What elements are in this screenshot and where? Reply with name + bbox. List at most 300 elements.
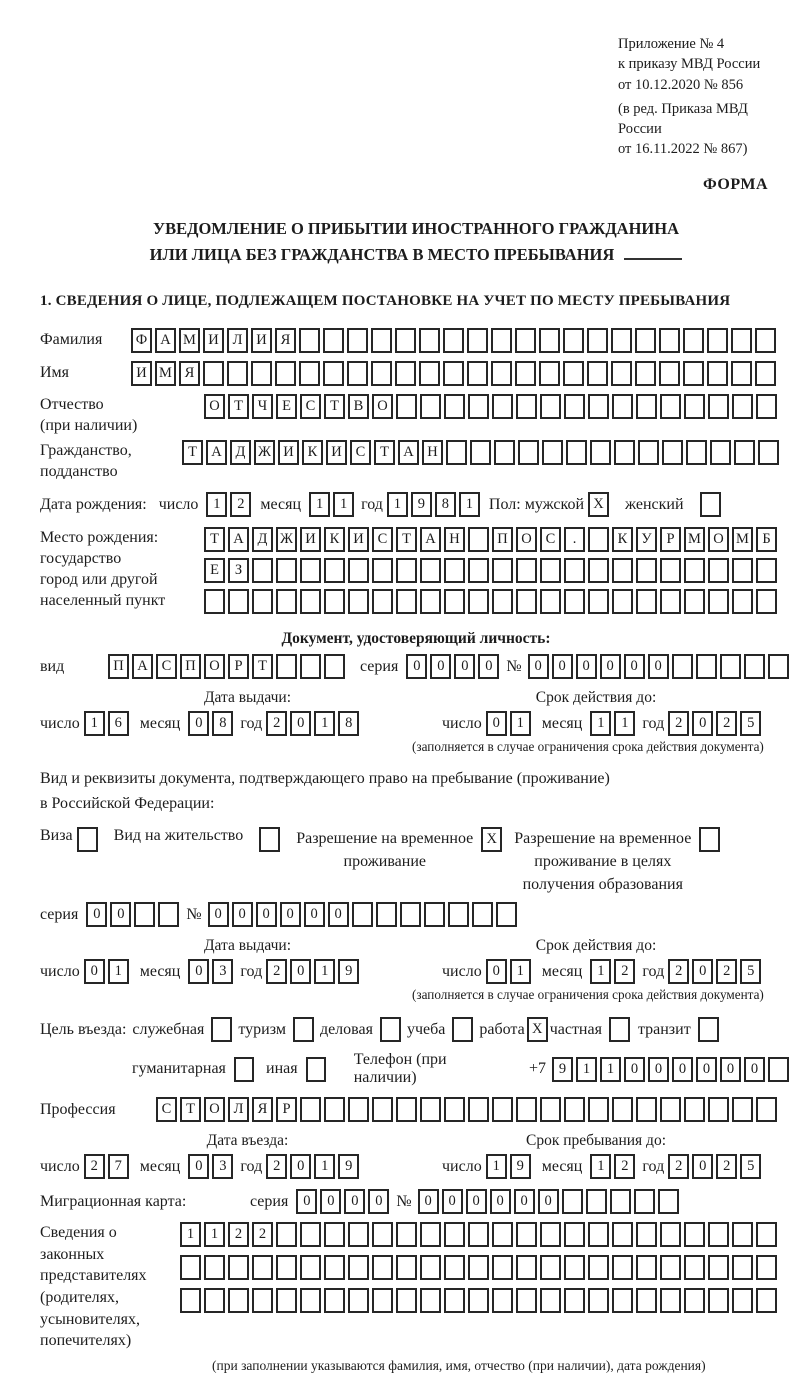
char-box: 0 (648, 1057, 669, 1082)
purpose-label: Цель въезда: (40, 1020, 127, 1038)
char-box: Р (228, 654, 249, 679)
birthplace-boxes-row2 (204, 558, 780, 583)
patronymic-boxes (204, 394, 780, 419)
char-box (564, 558, 585, 583)
char-box (276, 1222, 297, 1247)
purpose-row1 (40, 1017, 792, 1042)
char-box (396, 1288, 417, 1313)
char-box: 1 (314, 959, 335, 984)
purpose-opt-tourism-checkbox (293, 1017, 314, 1042)
char-box (588, 394, 609, 419)
char-box (420, 589, 441, 614)
char-box (612, 558, 633, 583)
expiry-year-boxes (668, 711, 764, 736)
char-box: 3 (212, 959, 233, 984)
char-box (588, 527, 609, 552)
char-box (444, 558, 465, 583)
char-box (590, 440, 611, 465)
char-box (468, 1097, 489, 1122)
char-box (324, 1222, 345, 1247)
char-box (756, 589, 777, 614)
char-box (708, 589, 729, 614)
char-box: Т (324, 394, 345, 419)
char-box (468, 527, 489, 552)
char-box: 0 (368, 1189, 389, 1214)
entry-dates-row (40, 1154, 792, 1179)
char-box (586, 1189, 607, 1214)
header-line: Приложение № 4 (618, 36, 725, 52)
char-box (768, 1057, 789, 1082)
char-box (683, 328, 704, 353)
char-box (299, 361, 320, 386)
birthdate-year-label: год (361, 495, 383, 513)
char-box (542, 440, 563, 465)
char-box (347, 361, 368, 386)
char-box (324, 1097, 345, 1122)
char-box (491, 328, 512, 353)
stay-day-boxes (486, 1154, 534, 1179)
header-line: (в ред. Приказа МВД России (618, 100, 748, 138)
char-box: С (350, 440, 371, 465)
char-box (540, 558, 561, 583)
char-box (564, 1097, 585, 1122)
char-box (696, 654, 717, 679)
migration-card-row (40, 1189, 792, 1214)
char-box: А (228, 527, 249, 552)
issue-month-boxes (188, 959, 236, 984)
char-box (707, 328, 728, 353)
char-box: 2 (668, 1154, 689, 1179)
char-box: 2 (668, 711, 689, 736)
char-box (396, 1255, 417, 1280)
char-box: Я (252, 1097, 273, 1122)
purpose-row2 (40, 1051, 792, 1087)
stay-doc-series-boxes (86, 902, 182, 927)
char-box (227, 361, 248, 386)
char-box (708, 558, 729, 583)
char-box: К (324, 527, 345, 552)
char-box (588, 1255, 609, 1280)
char-box (564, 1288, 585, 1313)
char-box (708, 394, 729, 419)
char-box: 0 (538, 1189, 559, 1214)
migration-card-number-boxes (418, 1189, 682, 1214)
char-box: 7 (108, 1154, 129, 1179)
char-box (158, 902, 179, 927)
char-box: 8 (212, 711, 233, 736)
identity-doc-kind-label: вид (40, 657, 65, 675)
expiry-month-boxes (590, 959, 638, 984)
char-box (252, 558, 273, 583)
char-box: 1 (309, 492, 330, 517)
char-box: И (251, 328, 272, 353)
char-box: 5 (740, 959, 761, 984)
stay-doc-type-row (40, 827, 792, 897)
char-box: И (300, 527, 321, 552)
char-box: Т (228, 394, 249, 419)
expiry-day-boxes (486, 711, 534, 736)
char-box: О (516, 527, 537, 552)
entry-month-boxes (188, 1154, 236, 1179)
sex-label: Пол: (488, 495, 521, 513)
purpose-opt-private-label: частная (549, 1020, 602, 1038)
char-box (494, 440, 515, 465)
char-box: Т (396, 527, 417, 552)
visa-label: Виза (40, 826, 73, 844)
char-box (540, 589, 561, 614)
char-box: 0 (296, 1189, 317, 1214)
char-box: 5 (740, 1154, 761, 1179)
char-box (492, 1255, 513, 1280)
form-title-line1: УВЕДОМЛЕНИЕ О ПРИБЫТИИ ИНОСТРАННОГО ГРАЖДАНИНА (152, 218, 680, 238)
entry-date-heading: Дата въезда: (206, 1132, 289, 1150)
migration-card-series-boxes (296, 1189, 392, 1214)
char-box: Ч (252, 394, 273, 419)
char-box (276, 589, 297, 614)
char-box (515, 361, 536, 386)
char-box: 0 (576, 654, 597, 679)
purpose-opt-other-label: иная (266, 1060, 298, 1078)
char-box (419, 361, 440, 386)
char-box (300, 654, 321, 679)
char-box (756, 1222, 777, 1247)
char-box: 1 (614, 711, 635, 736)
char-box: И (131, 361, 152, 386)
char-box: 2 (716, 1154, 737, 1179)
char-box (720, 654, 741, 679)
char-box (611, 328, 632, 353)
char-box (755, 361, 776, 386)
char-box: И (326, 440, 347, 465)
purpose-opt-other-checkbox (306, 1057, 326, 1082)
char-box: 0 (430, 654, 451, 679)
firstname-label: Имя (40, 364, 70, 382)
char-box (468, 1222, 489, 1247)
char-box (352, 902, 373, 927)
stay-doc-dates-row (40, 959, 792, 984)
stay-doc-number-label: № (186, 905, 202, 923)
representatives-boxrows (180, 1222, 792, 1319)
char-box (563, 361, 584, 386)
sex-male-checkbox: X (588, 492, 609, 517)
stay-doc-expiry-group: число 0 1 месяц 1 2 год 2 0 2 5 (400, 959, 764, 984)
residence-option (114, 827, 281, 852)
birthplace-boxrows (204, 527, 792, 620)
char-box: Т (252, 654, 273, 679)
char-box: 5 (740, 711, 761, 736)
char-box (371, 361, 392, 386)
char-box (658, 1189, 679, 1214)
phone-boxes (552, 1057, 792, 1082)
char-box (228, 1288, 249, 1313)
char-box (732, 589, 753, 614)
char-box: Т (180, 1097, 201, 1122)
char-box (660, 394, 681, 419)
char-box: Т (204, 527, 225, 552)
char-box (372, 589, 393, 614)
char-box: Л (227, 328, 248, 353)
char-box (492, 1097, 513, 1122)
birthdate-month-label: месяц (260, 495, 302, 513)
char-box (540, 1097, 561, 1122)
char-box: А (132, 654, 153, 679)
purpose-opt-business-label: служебная (132, 1020, 205, 1038)
char-box (732, 1097, 753, 1122)
char-box: А (420, 527, 441, 552)
char-box: 3 (212, 1154, 233, 1179)
char-box (276, 558, 297, 583)
identity-doc-kind-boxes (108, 654, 348, 679)
form-title-line2: ИЛИ ЛИЦА БЕЗ ГРАЖДАНСТВА В МЕСТО ПРЕБЫВАНИЯ (40, 242, 792, 268)
firstname-row (40, 361, 792, 386)
char-box (636, 558, 657, 583)
char-box: Р (660, 527, 681, 552)
char-box (468, 394, 489, 419)
char-box (612, 394, 633, 419)
phone-prefix: +7 (528, 1060, 546, 1078)
purpose-opt-business-checkbox (211, 1017, 232, 1042)
expiry-day-boxes (486, 959, 534, 984)
char-box (662, 440, 683, 465)
char-box (636, 1222, 657, 1247)
issue-month-boxes (188, 711, 236, 736)
issue-day-boxes (84, 711, 132, 736)
char-box: 9 (338, 1154, 359, 1179)
char-box: 9 (411, 492, 432, 517)
char-box (731, 328, 752, 353)
char-box (758, 440, 779, 465)
char-box (372, 1255, 393, 1280)
char-box: . (564, 527, 585, 552)
char-box (684, 589, 705, 614)
char-box (372, 1097, 393, 1122)
issue-year-boxes (266, 711, 362, 736)
char-box: С (156, 654, 177, 679)
stay-doc-expiry-heading: Срок действия до: (535, 937, 657, 955)
char-box (516, 394, 537, 419)
char-box (396, 394, 417, 419)
char-box (251, 361, 272, 386)
char-box: Л (228, 1097, 249, 1122)
char-box (300, 1222, 321, 1247)
surname-boxes (131, 328, 779, 353)
char-box: 1 (204, 1222, 225, 1247)
purpose-opt-transit-checkbox (698, 1017, 719, 1042)
char-box: 1 (486, 1154, 507, 1179)
char-box (516, 1097, 537, 1122)
char-box (660, 1288, 681, 1313)
char-box: 0 (256, 902, 277, 927)
char-box (424, 902, 445, 927)
char-box (376, 902, 397, 927)
char-box (396, 1222, 417, 1247)
char-box (732, 1255, 753, 1280)
char-box (348, 1097, 369, 1122)
char-box (515, 328, 536, 353)
expiry-month-boxes (590, 711, 638, 736)
char-box (588, 558, 609, 583)
representatives-boxes-row2 (180, 1255, 780, 1280)
char-box: О (204, 1097, 225, 1122)
char-box (204, 589, 225, 614)
char-box: 2 (716, 711, 737, 736)
char-box (299, 328, 320, 353)
char-box: Ж (276, 527, 297, 552)
char-box (612, 1255, 633, 1280)
char-box (708, 1222, 729, 1247)
char-box (276, 654, 297, 679)
char-box: 0 (514, 1189, 535, 1214)
char-box: 0 (528, 654, 549, 679)
char-box (540, 1222, 561, 1247)
char-box (516, 589, 537, 614)
rvp-edu-checkbox (699, 827, 720, 852)
char-box (467, 361, 488, 386)
char-box: 2 (716, 959, 737, 984)
char-box (396, 589, 417, 614)
char-box (756, 1097, 777, 1122)
char-box (444, 1222, 465, 1247)
char-box: 0 (188, 1154, 209, 1179)
char-box: Я (179, 361, 200, 386)
firstname-boxes (131, 361, 779, 386)
char-box: 0 (86, 902, 107, 927)
char-box (324, 558, 345, 583)
char-box: 1 (590, 711, 611, 736)
header-line: к приказу МВД России (618, 56, 761, 73)
purpose-opt-commercial-checkbox (380, 1017, 401, 1042)
title-blank-underline (624, 244, 682, 260)
char-box (444, 1097, 465, 1122)
char-box: 1 (510, 711, 531, 736)
purpose-opt-commercial-label: деловая (319, 1020, 373, 1038)
identity-doc-issue-group: число 1 6 месяц 0 8 год 2 0 1 8 (40, 711, 400, 736)
birthdate-day-boxes (206, 492, 254, 517)
char-box (540, 1288, 561, 1313)
char-box: М (684, 527, 705, 552)
char-box (276, 1255, 297, 1280)
char-box (614, 440, 635, 465)
char-box (420, 1222, 441, 1247)
char-box (420, 1255, 441, 1280)
char-box: 0 (290, 1154, 311, 1179)
char-box (324, 654, 345, 679)
char-box (448, 902, 469, 927)
char-box (659, 361, 680, 386)
stay-year-boxes (668, 1154, 764, 1179)
char-box (755, 328, 776, 353)
residence-checkbox (259, 827, 280, 852)
char-box: 2 (266, 711, 287, 736)
purpose-opt-work-label: работа (479, 1020, 525, 1038)
char-box (348, 1288, 369, 1313)
char-box: И (278, 440, 299, 465)
char-box (707, 361, 728, 386)
char-box (492, 589, 513, 614)
char-box: 0 (692, 711, 713, 736)
char-box (588, 1097, 609, 1122)
char-box (612, 1097, 633, 1122)
char-box: О (204, 654, 225, 679)
citizenship-label: Гражданство, подданство (40, 441, 132, 480)
char-box (300, 1255, 321, 1280)
patronymic-row (40, 394, 792, 436)
char-box (396, 1097, 417, 1122)
char-box: Ж (254, 440, 275, 465)
section1-heading: 1. СВЕДЕНИЯ О ЛИЦЕ, ПОДЛЕЖАЩЕМ ПОСТАНОВКЕ НА УЧЕТ ПО МЕСТУ ПРЕБЫВАНИЯ (40, 292, 731, 309)
stay-doc-issue-group: число 0 1 месяц 0 3 год 2 0 1 9 (40, 959, 400, 984)
identity-doc-number-label: № (506, 657, 522, 675)
rvp-checkbox: X (481, 827, 502, 852)
char-box: 2 (228, 1222, 249, 1247)
char-box (638, 440, 659, 465)
char-box (636, 1288, 657, 1313)
char-box (683, 361, 704, 386)
char-box: У (636, 527, 657, 552)
char-box (732, 558, 753, 583)
char-box (756, 558, 777, 583)
char-box (540, 394, 561, 419)
visa-checkbox (77, 827, 98, 852)
char-box (684, 1255, 705, 1280)
char-box: 0 (84, 959, 105, 984)
char-box (446, 440, 467, 465)
char-box: 2 (614, 959, 635, 984)
char-box: С (300, 394, 321, 419)
char-box (612, 1222, 633, 1247)
identity-doc-issue-heading: Дата выдачи: (203, 689, 292, 706)
char-box: 0 (692, 959, 713, 984)
char-box (420, 394, 441, 419)
char-box (395, 328, 416, 353)
purpose-opt-transit-label: транзит (637, 1020, 691, 1038)
identity-doc-series-boxes (406, 654, 502, 679)
char-box: О (372, 394, 393, 419)
char-box (300, 558, 321, 583)
char-box (587, 328, 608, 353)
char-box (636, 1097, 657, 1122)
stay-until-heading: Срок пребывания до: (526, 1132, 666, 1150)
rvp-edu-option (514, 827, 720, 897)
char-box: 0 (280, 902, 301, 927)
char-box (371, 328, 392, 353)
char-box (732, 394, 753, 419)
char-box (768, 654, 789, 679)
char-box (372, 1222, 393, 1247)
header-reference (618, 34, 792, 160)
char-box (324, 589, 345, 614)
issue-day-boxes (84, 959, 132, 984)
char-box (468, 589, 489, 614)
char-box: 0 (552, 654, 573, 679)
stay-doc-note: (заполняется в случае ограничения срока действия документа) (412, 987, 764, 1003)
char-box (204, 1288, 225, 1313)
char-box (420, 1288, 441, 1313)
identity-doc-series-label: серия (360, 657, 399, 675)
birthdate-year-boxes (387, 492, 483, 517)
char-box (636, 1255, 657, 1280)
char-box: А (398, 440, 419, 465)
char-box (516, 1288, 537, 1313)
char-box (443, 328, 464, 353)
char-box (612, 1288, 633, 1313)
char-box: 1 (387, 492, 408, 517)
char-box: А (206, 440, 227, 465)
char-box: 0 (208, 902, 229, 927)
char-box: 1 (314, 1154, 335, 1179)
citizenship-row (40, 440, 792, 482)
char-box: 0 (486, 959, 507, 984)
